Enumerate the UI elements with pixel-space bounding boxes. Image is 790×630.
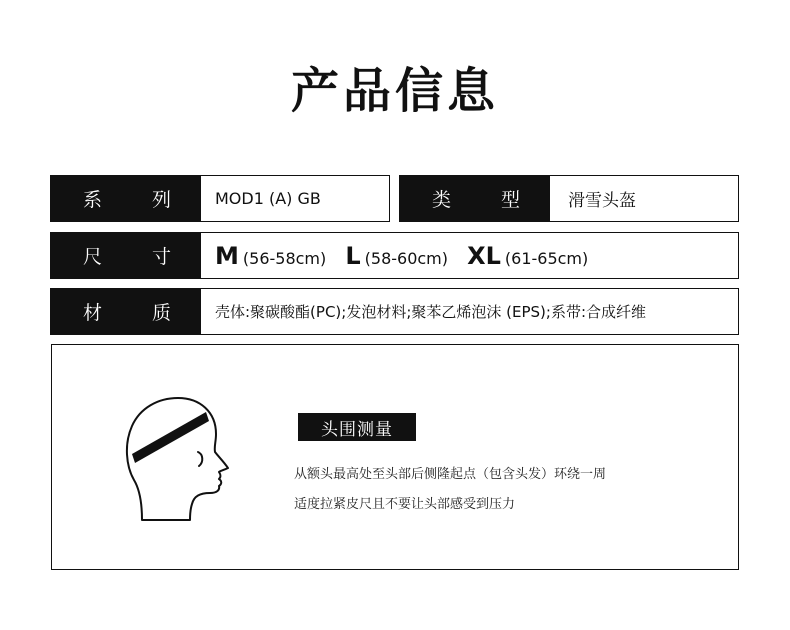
series-label: [51, 176, 201, 221]
size-m: M: [215, 241, 239, 270]
type-row: [399, 175, 739, 222]
series-value: MOD1 (A) GB: [215, 189, 321, 208]
page-title: 产品信息: [290, 63, 499, 119]
size-m-range: (56-58cm): [242, 248, 327, 268]
size-xl: XL: [467, 241, 501, 270]
series-label-b: 列: [151, 189, 171, 211]
measurement-badge: 头围测量: [298, 413, 416, 441]
measurement-line-2: 适度拉紧皮尺且不要让头部感受到压力: [294, 497, 516, 512]
material-label-a: 材: [83, 302, 103, 324]
material-value: 壳体:聚碳酸酯(PC);发泡材料;聚苯乙烯泡沫 (EPS);系带:合成纤维: [215, 303, 647, 321]
series-row: [50, 175, 390, 222]
type-label-b: 型: [500, 189, 520, 211]
size-row: [50, 232, 739, 279]
size-label: [51, 233, 201, 278]
type-value: 滑雪头盔: [568, 191, 636, 211]
size-l: L: [345, 241, 361, 270]
size-l-range: (58-60cm): [364, 248, 448, 268]
size-label-b: 寸: [151, 246, 171, 268]
series-label-a: 系: [83, 189, 103, 211]
size-label-a: 尺: [83, 246, 103, 268]
size-values: [201, 242, 602, 270]
material-label: [51, 289, 201, 334]
material-row: [50, 288, 739, 335]
type-label: [400, 176, 550, 221]
head-profile-icon: [120, 392, 240, 524]
size-xl-range: (61-65cm): [504, 248, 589, 268]
type-label-a: 类: [432, 189, 452, 211]
measurement-line-1: 从额头最高处至头部后侧隆起点（包含头发）环绕一周: [294, 467, 607, 482]
material-label-b: 质: [151, 302, 171, 324]
